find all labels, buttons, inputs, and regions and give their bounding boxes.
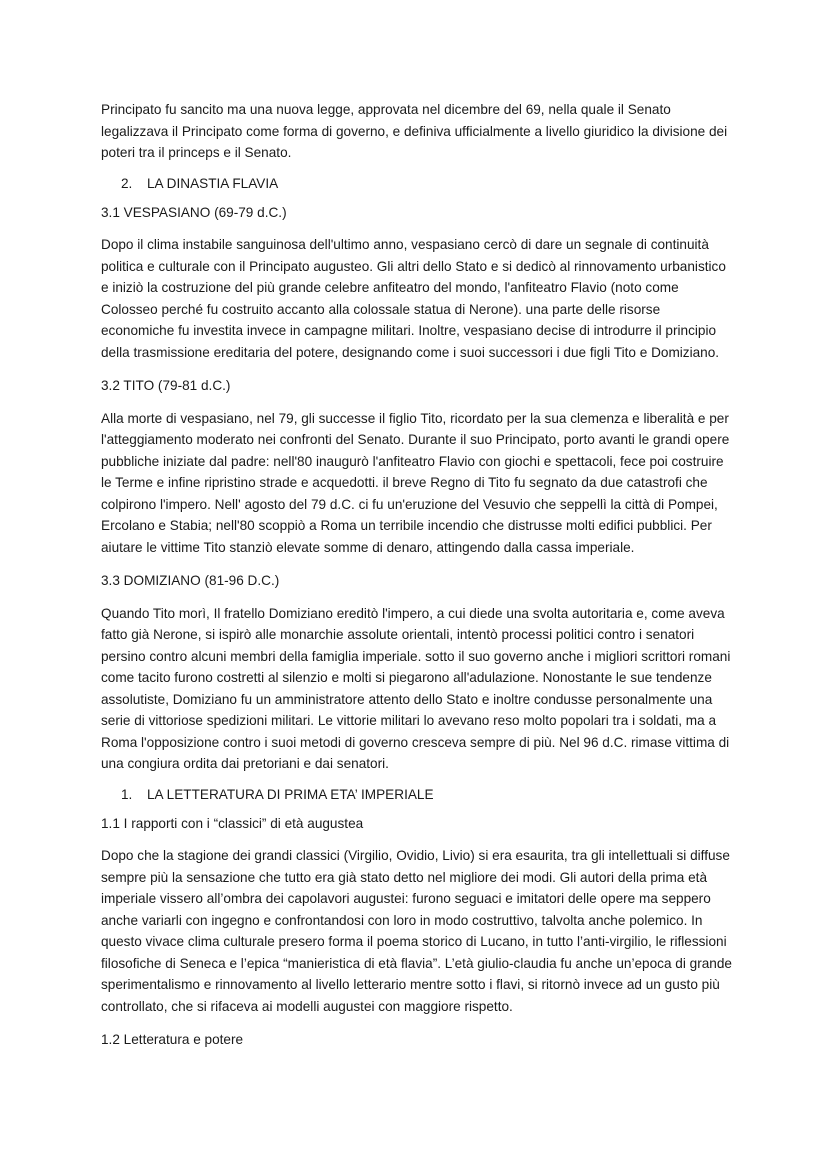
- paragraph-classici: Dopo che la stagione dei grandi classici (Virgilio, Ovidio, Livio) si era esaurita, tra gli intellettuali si diffuse sempre più la sensazione che tutto era già stato detto nel migliore dei modi. Gli autori della prima età imperiale vissero all’ombra dei capolavori augustei: furono seguaci e imitatori delle opere ma seppero anche variarli con ingegno e confrontandosi con loro in modo costruttivo, talvolta anche polemico. In questo vivace clima culturale presero forma il poema storico di Lucano, in tutto l’anti-virgilio, le riflessioni filosofiche di Seneca e l’epica “manieristica di età flavia”. L’età giulio-claudia fu anche un’epoca di grande sperimentalismo e rinnovamento al livello letterario mentre sotto i flavi, si ritornò invece ad un gusto più controllato, che si rifaceva ai modelli augustei con maggiore rispetto.: [101, 848, 732, 1014]
- heading-domiziano: 3.3 DOMIZIANO (81-96 D.C.): [101, 573, 280, 588]
- heading-vespasiano: 3.1 VESPASIANO (69-79 d.C.): [101, 204, 287, 220]
- paragraph-domiziano: Quando Tito morì, Il fratello Domiziano ereditò l'impero, a cui diede una svolta autoritaria e, come aveva fatto già Nerone, si ispirò alle monarchie assolute orientali, intentò processi politici contro i senatori persino contro alcuni membri della famiglia imperiale. sotto il suo governo anche i migliori scrittori romani come tacito furono costretti al silenzio e molti si piegarono all'adulazione. Nonostante le sue tendenze assolutiste, Domiziano fu un amministratore attento dello Stato e inoltre condusse personalmente una serie di vittoriose spedizioni militari. Le vittorie militari lo avevano reso molto popolari tra i soldati, ma a Roma l'opposizione contro i suoi metodi di governo cresceva sempre di più. Nel 96 d.C. rimase vittima di una congiura ordita dai pretoriani e dai senatori.: [101, 605, 731, 771]
- heading-letteratura-potere: 1.2 Letteratura e potere: [101, 1032, 244, 1047]
- paragraph-vespasiano: Dopo il clima instabile sanguinosa dell'ultimo anno, vespasiano cercò di dare un segnale di continuità politica e culturale con il Principato augusteo. Gli altri dello Stato e si dedicò al rinnovamento urbanistico e iniziò la costruzione del più grande celebre anfiteatro del mondo, l'anfiteatro Flavio (noto come Colosseo perché fu costruito accanto alla colossale statua di Nerone). una parte delle risorse economiche fu investita invece in campagne militari. Inoltre, vespasiano decise di introdurre il principio della trasmissione ereditaria del potere, designando come i suoi successori i due figli Tito e Domiziano.: [101, 237, 726, 360]
- paragraph-principato: Principato fu sancito ma una nuova legge, approvata nel dicembre del 69, nella quale il Senato legalizzava il Principato come forma di governo, e definiva ufficialmente a livello giuridico la divisione dei poteri tra il princeps e il Senato.: [101, 102, 728, 160]
- section-title: LA DINASTIA FLAVIA: [147, 175, 279, 191]
- section-heading-letteratura: [101, 787, 733, 802]
- heading-tito: 3.2 TITO (79-81 d.C.): [101, 378, 231, 393]
- heading-rapporti-classici: 1.1 I rapporti con i “classici” di età augustea: [101, 815, 364, 831]
- section-number: 1.: [121, 786, 133, 802]
- paragraph-tito: Alla morte di vespasiano, nel 79, gli successe il figlio Tito, ricordato per la sua clemenza e liberalità e per l'atteggiamento moderato nei confronti del Senato. Durante il suo Principato, porto avanti le grandi opere pubbliche iniziate dal padre: nell'80 inaugurò l'anfiteatro Flavio con giochi e spettacoli, fece poi costruire le Terme e infine ripristino strade e acquedotti. il breve Regno di Tito fu segnato da due catastrofi che colpirono l'impero. Nell' agosto del 79 d.C. ci fu un'eruzione del Vesuvio che seppellì la città di Pompei, Ercolano e Stabia; nell'80 scoppiò a Roma un terribile incendio che distrusse molti edifici pubblici. Per aiutare le vittime Tito stanziò elevate somme di denaro, attingendo dalla cassa imperiale.: [101, 410, 730, 555]
- section-number: 2.: [121, 175, 133, 191]
- section-heading-dinastia-flavia: [101, 176, 733, 191]
- section-title: LA LETTERATURA DI PRIMA ETA’ IMPERIALE: [147, 786, 434, 802]
- document-body: [101, 99, 733, 1062]
